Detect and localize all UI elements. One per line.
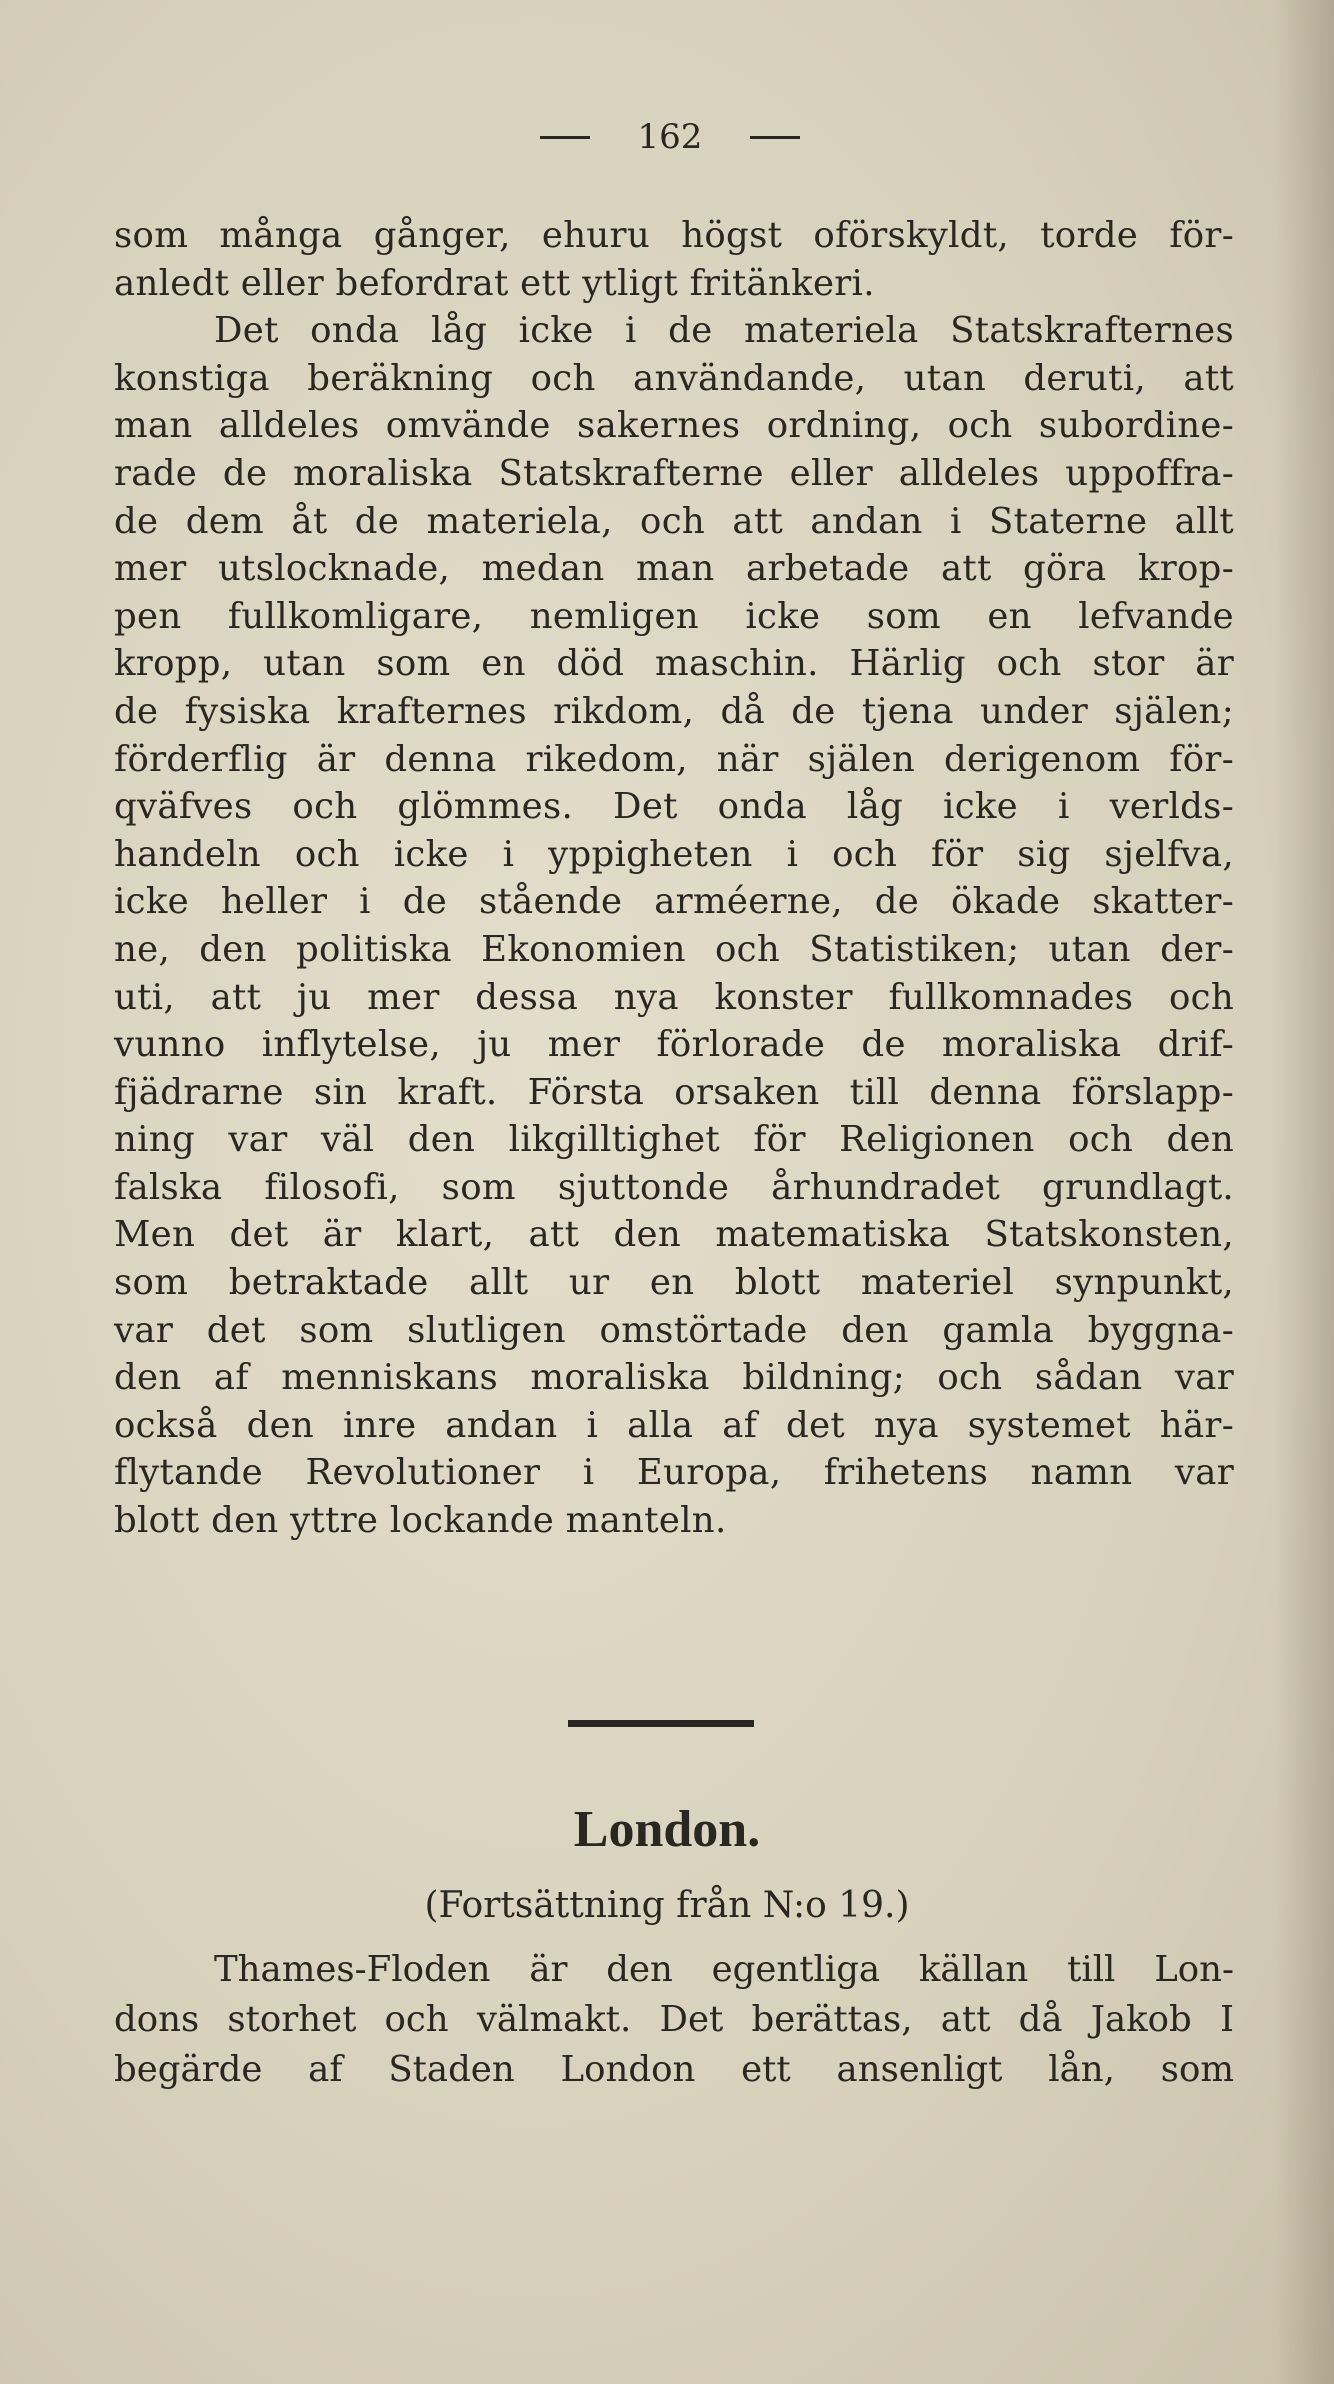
text-line: som betraktade allt ur en blott materiel synpunkt, <box>114 1262 1234 1304</box>
header-dash-right <box>750 136 800 139</box>
text-line: fjädrarne sin kraft. Första orsaken till denna förslapp- <box>114 1071 1234 1113</box>
text-line: blott den yttre lockande manteln. <box>114 1500 727 1542</box>
text-line: begärde af Staden London ett ansenligt lån, som <box>114 2049 1234 2090</box>
main-text <box>114 212 1234 1545</box>
text-line: pen fullkomligare, nemligen icke som en lefvande <box>114 595 1234 637</box>
text-line: förderflig är denna rikedom, när själen derigenom för- <box>114 738 1234 780</box>
text-line: vunno inflytelse, ju mer förlorade de moraliska drif- <box>114 1024 1234 1066</box>
section-divider <box>568 1720 754 1727</box>
text-line: konstiga beräkning och användande, utan deruti, att <box>114 357 1234 399</box>
text-line: de dem åt de materiela, och att andan i Staterne allt <box>114 500 1234 542</box>
text-line: Men det är klart, att den matematiska Statskonsten, <box>114 1214 1234 1256</box>
text-line: mer utslocknade, medan man arbetade att göra krop- <box>114 548 1234 590</box>
text-line: handeln och icke i yppigheten i och för sig sjelfva, <box>114 833 1234 875</box>
section-text <box>114 1945 1234 2095</box>
text-line: dons storhet och välmakt. Det berättas, att då Jakob I <box>114 1999 1234 2040</box>
text-line: de fysiska krafternes rikdom, då de tjena under själen; <box>114 690 1234 732</box>
text-line: flytande Revolutioner i Europa, frihetens namn var <box>114 1452 1234 1494</box>
text-line: som många gånger, ehuru högst oförskyldt, torde för- <box>114 215 1234 256</box>
page-header <box>470 112 870 162</box>
text-line: falska filosofi, som sjuttonde århundradet grundlagt. <box>114 1166 1234 1208</box>
section-continuation-note: (Fortsättning från N:o 19.) <box>424 1885 910 1926</box>
section-title: London. <box>573 1801 761 1858</box>
text-line: uti, att ju mer dessa nya konster fullkomnades och <box>114 976 1234 1018</box>
text-line: rade de moraliska Statskrafterne eller alldeles uppoffra- <box>114 452 1234 494</box>
text-line: kropp, utan som en död maschin. Härlig och stor är <box>114 643 1234 685</box>
text-line: ning var väl den likgilltighet för Religionen och den <box>114 1119 1234 1161</box>
text-line: icke heller i de stående arméerne, de ökade skatter- <box>114 881 1234 923</box>
text-line: den af menniskans moraliska bildning; och sådan var <box>114 1357 1234 1399</box>
header-dash-left <box>540 136 590 139</box>
text-line: också den inre andan i alla af det nya systemet här- <box>114 1404 1234 1446</box>
page-edge-shadow <box>1274 0 1334 2384</box>
page-number: 162 <box>637 117 703 157</box>
text-line: Det onda låg icke i de materiela Statskrafternes <box>214 310 1234 352</box>
text-line: qväfves och glömmes. Det onda låg icke i verlds- <box>114 786 1234 828</box>
text-line: var det som slutligen omstörtade den gamla byggna- <box>114 1309 1234 1351</box>
text-line: man alldeles omvände sakernes ordning, och subordine- <box>114 405 1234 447</box>
text-line: ne, den politiska Ekonomien och Statistiken; utan der- <box>114 928 1234 970</box>
text-line: Thames-Floden är den egentliga källan till Lon- <box>214 1949 1234 1990</box>
text-line: anledt eller befordrat ett ytligt fritänkeri. <box>114 262 875 304</box>
